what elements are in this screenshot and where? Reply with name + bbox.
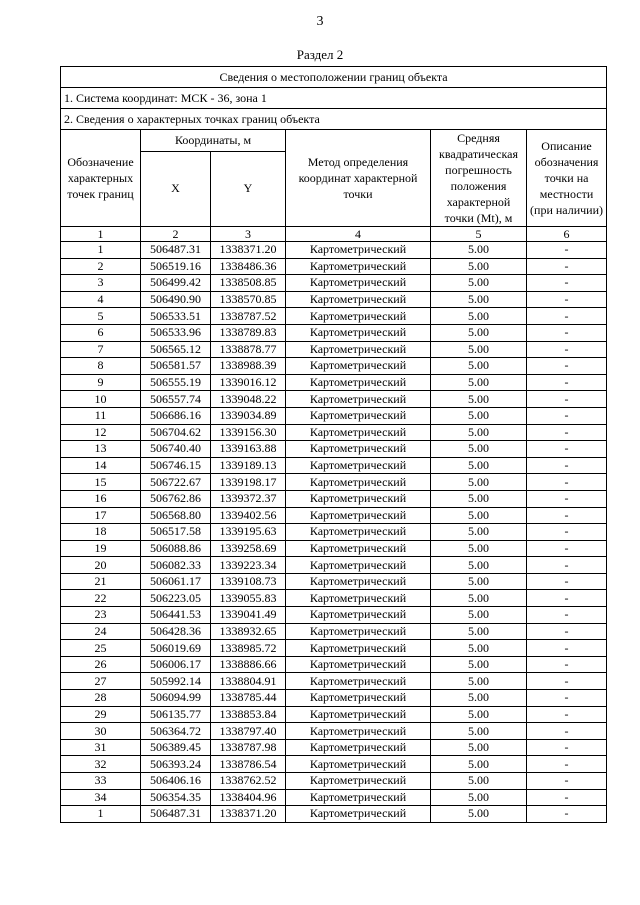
header-method: Метод определения координат характерной точки: [286, 130, 431, 227]
table-row: [61, 291, 607, 308]
description-cell: -: [527, 756, 607, 773]
method-cell: Картометрический: [286, 607, 431, 624]
header-error: Средняя квадратическая погрешность положения характерной точки (Mt), м: [431, 130, 527, 227]
coord-y: 1338785.44: [211, 690, 286, 707]
header-description: Описание обозначения точки на местности (при наличии): [527, 130, 607, 227]
point-number: 11: [61, 407, 141, 424]
header-x: X: [141, 151, 211, 226]
method-cell: Картометрический: [286, 673, 431, 690]
coord-x: 506094.99: [141, 690, 211, 707]
error-cell: 5.00: [431, 573, 527, 590]
error-cell: 5.00: [431, 308, 527, 325]
table-row: [61, 806, 607, 823]
coord-x: 506568.80: [141, 507, 211, 524]
table-row: [61, 374, 607, 391]
method-cell: Картометрический: [286, 291, 431, 308]
error-cell: 5.00: [431, 275, 527, 292]
table-row: [61, 242, 607, 259]
method-cell: Картометрический: [286, 773, 431, 790]
table-row: [61, 407, 607, 424]
error-cell: 5.00: [431, 607, 527, 624]
point-number: 14: [61, 457, 141, 474]
table-row: [61, 607, 607, 624]
point-number: 31: [61, 739, 141, 756]
point-number: 28: [61, 690, 141, 707]
point-number: 23: [61, 607, 141, 624]
coord-x: 506389.45: [141, 739, 211, 756]
description-cell: -: [527, 490, 607, 507]
coord-x: 506704.62: [141, 424, 211, 441]
coord-y: 1339048.22: [211, 391, 286, 408]
coord-y: 1338762.52: [211, 773, 286, 790]
method-cell: Картометрический: [286, 690, 431, 707]
coord-x: 505992.14: [141, 673, 211, 690]
error-cell: 5.00: [431, 540, 527, 557]
coord-x: 506499.42: [141, 275, 211, 292]
method-cell: Картометрический: [286, 407, 431, 424]
description-cell: -: [527, 258, 607, 275]
table-row: [61, 474, 607, 491]
point-number: 25: [61, 640, 141, 657]
method-cell: Картометрический: [286, 457, 431, 474]
description-cell: -: [527, 291, 607, 308]
coord-y: 1338804.91: [211, 673, 286, 690]
description-cell: -: [527, 391, 607, 408]
coord-y: 1338988.39: [211, 358, 286, 375]
error-cell: 5.00: [431, 242, 527, 259]
table-row: [61, 756, 607, 773]
section-title: Раздел 2: [296, 47, 344, 62]
table-row: [61, 341, 607, 358]
method-cell: Картометрический: [286, 441, 431, 458]
description-cell: -: [527, 773, 607, 790]
coord-x: 506088.86: [141, 540, 211, 557]
coord-x: 506519.16: [141, 258, 211, 275]
point-number: 30: [61, 723, 141, 740]
coord-x: 506740.40: [141, 441, 211, 458]
method-cell: Картометрический: [286, 308, 431, 325]
coord-y: 1338570.85: [211, 291, 286, 308]
error-cell: 5.00: [431, 341, 527, 358]
error-cell: 5.00: [431, 391, 527, 408]
point-number: 8: [61, 358, 141, 375]
coord-x: 506581.57: [141, 358, 211, 375]
method-cell: Картометрический: [286, 524, 431, 541]
coord-x: 506393.24: [141, 756, 211, 773]
error-cell: 5.00: [431, 374, 527, 391]
description-cell: -: [527, 557, 607, 574]
column-number: 1: [61, 227, 141, 242]
coord-x: 506354.35: [141, 789, 211, 806]
description-cell: -: [527, 789, 607, 806]
coord-y: 1339189.13: [211, 457, 286, 474]
point-number: 1: [61, 242, 141, 259]
table-row: [61, 590, 607, 607]
description-cell: -: [527, 441, 607, 458]
point-number: 3: [61, 275, 141, 292]
point-number: 2: [61, 258, 141, 275]
description-cell: -: [527, 341, 607, 358]
point-number: 34: [61, 789, 141, 806]
coord-y: 1339055.83: [211, 590, 286, 607]
coord-y: 1339372.37: [211, 490, 286, 507]
error-cell: 5.00: [431, 706, 527, 723]
description-cell: -: [527, 474, 607, 491]
header-y: Y: [211, 151, 286, 226]
error-cell: 5.00: [431, 407, 527, 424]
table-row: [61, 640, 607, 657]
error-cell: 5.00: [431, 773, 527, 790]
coord-x: 506428.36: [141, 623, 211, 640]
error-cell: 5.00: [431, 789, 527, 806]
coord-y: 1338786.54: [211, 756, 286, 773]
coord-x: 506517.58: [141, 524, 211, 541]
description-cell: -: [527, 308, 607, 325]
coord-y: 1339223.34: [211, 557, 286, 574]
coord-x: 506686.16: [141, 407, 211, 424]
coord-x: 506533.51: [141, 308, 211, 325]
coord-x: 506722.67: [141, 474, 211, 491]
column-number: 5: [431, 227, 527, 242]
description-cell: -: [527, 573, 607, 590]
method-cell: Картометрический: [286, 507, 431, 524]
point-number: 18: [61, 524, 141, 541]
coord-x: 506487.31: [141, 242, 211, 259]
error-cell: 5.00: [431, 756, 527, 773]
description-cell: -: [527, 656, 607, 673]
table-row: [61, 573, 607, 590]
coord-y: 1338787.52: [211, 308, 286, 325]
coord-x: 506746.15: [141, 457, 211, 474]
method-cell: Картометрический: [286, 656, 431, 673]
table-row: [61, 424, 607, 441]
method-cell: Картометрический: [286, 490, 431, 507]
table-row: [61, 358, 607, 375]
column-number: 3: [211, 227, 286, 242]
method-cell: Картометрический: [286, 706, 431, 723]
coord-y: 1338371.20: [211, 806, 286, 823]
point-number: 19: [61, 540, 141, 557]
error-cell: 5.00: [431, 490, 527, 507]
coord-x: 506019.69: [141, 640, 211, 657]
method-cell: Картометрический: [286, 275, 431, 292]
boundary-points-table: [60, 66, 607, 823]
coord-x: 506223.05: [141, 590, 211, 607]
description-cell: -: [527, 806, 607, 823]
header-coordinates: Координаты, м: [141, 130, 286, 152]
coord-x: 506533.96: [141, 324, 211, 341]
description-cell: -: [527, 723, 607, 740]
error-cell: 5.00: [431, 291, 527, 308]
point-number: 33: [61, 773, 141, 790]
point-number: 13: [61, 441, 141, 458]
coord-y: 1339108.73: [211, 573, 286, 590]
method-cell: Картометрический: [286, 424, 431, 441]
point-number: 6: [61, 324, 141, 341]
error-cell: 5.00: [431, 656, 527, 673]
description-cell: -: [527, 374, 607, 391]
description-cell: -: [527, 424, 607, 441]
points-heading: 2. Сведения о характерных точках границ объекта: [61, 109, 607, 130]
method-cell: Картометрический: [286, 324, 431, 341]
point-number: 4: [61, 291, 141, 308]
coord-x: 506135.77: [141, 706, 211, 723]
coord-y: 1338853.84: [211, 706, 286, 723]
coord-x: 506490.90: [141, 291, 211, 308]
coord-x: 506082.33: [141, 557, 211, 574]
coord-y: 1339034.89: [211, 407, 286, 424]
table-row: [61, 557, 607, 574]
point-number: 9: [61, 374, 141, 391]
coord-x: 506006.17: [141, 656, 211, 673]
method-cell: Картометрический: [286, 723, 431, 740]
table-row: [61, 673, 607, 690]
method-cell: Картометрический: [286, 739, 431, 756]
method-cell: Картометрический: [286, 756, 431, 773]
point-number: 1: [61, 806, 141, 823]
method-cell: Картометрический: [286, 573, 431, 590]
table-row: [61, 739, 607, 756]
description-cell: -: [527, 739, 607, 756]
coord-x: 506364.72: [141, 723, 211, 740]
table-row: [61, 623, 607, 640]
table-row: [61, 524, 607, 541]
coord-y: 1338932.65: [211, 623, 286, 640]
point-number: 20: [61, 557, 141, 574]
method-cell: Картометрический: [286, 258, 431, 275]
description-cell: -: [527, 690, 607, 707]
description-cell: -: [527, 524, 607, 541]
coord-x: 506441.53: [141, 607, 211, 624]
table-title: Сведения о местоположении границ объекта: [61, 67, 607, 88]
coord-y: 1339156.30: [211, 424, 286, 441]
table-body: [61, 67, 607, 823]
error-cell: 5.00: [431, 358, 527, 375]
method-cell: Картометрический: [286, 374, 431, 391]
method-cell: Картометрический: [286, 806, 431, 823]
description-cell: -: [527, 640, 607, 657]
coord-x: 506487.31: [141, 806, 211, 823]
coord-y: 1338985.72: [211, 640, 286, 657]
point-number: 12: [61, 424, 141, 441]
point-number: 32: [61, 756, 141, 773]
description-cell: -: [527, 607, 607, 624]
error-cell: 5.00: [431, 557, 527, 574]
coord-x: 506406.16: [141, 773, 211, 790]
error-cell: 5.00: [431, 258, 527, 275]
coord-x: 506061.17: [141, 573, 211, 590]
error-cell: 5.00: [431, 424, 527, 441]
error-cell: 5.00: [431, 623, 527, 640]
coord-x: 506555.19: [141, 374, 211, 391]
method-cell: Картометрический: [286, 391, 431, 408]
coord-y: 1338886.66: [211, 656, 286, 673]
coord-y: 1338486.36: [211, 258, 286, 275]
coord-y: 1338878.77: [211, 341, 286, 358]
coord-y: 1339195.63: [211, 524, 286, 541]
point-number: 26: [61, 656, 141, 673]
point-number: 10: [61, 391, 141, 408]
point-number: 5: [61, 308, 141, 325]
description-cell: -: [527, 324, 607, 341]
error-cell: 5.00: [431, 739, 527, 756]
error-cell: 5.00: [431, 441, 527, 458]
coord-y: 1338787.98: [211, 739, 286, 756]
table-row: [61, 706, 607, 723]
point-number: 21: [61, 573, 141, 590]
coord-system: 1. Система координат: МСК - 36, зона 1: [61, 88, 607, 109]
error-cell: 5.00: [431, 324, 527, 341]
table-row: [61, 258, 607, 275]
coord-y: 1338789.83: [211, 324, 286, 341]
table-row: [61, 540, 607, 557]
table-row: [61, 490, 607, 507]
point-number: 24: [61, 623, 141, 640]
table-row: [61, 308, 607, 325]
error-cell: 5.00: [431, 690, 527, 707]
error-cell: 5.00: [431, 673, 527, 690]
column-number: 4: [286, 227, 431, 242]
coord-y: 1338404.96: [211, 789, 286, 806]
column-number: 6: [527, 227, 607, 242]
table-row: [61, 773, 607, 790]
method-cell: Картометрический: [286, 789, 431, 806]
coord-y: 1339041.49: [211, 607, 286, 624]
point-number: 27: [61, 673, 141, 690]
method-cell: Картометрический: [286, 242, 431, 259]
point-number: 17: [61, 507, 141, 524]
description-cell: -: [527, 407, 607, 424]
page-number: 3: [316, 14, 324, 29]
error-cell: 5.00: [431, 640, 527, 657]
error-cell: 5.00: [431, 806, 527, 823]
coord-x: 506565.12: [141, 341, 211, 358]
error-cell: 5.00: [431, 524, 527, 541]
error-cell: 5.00: [431, 723, 527, 740]
coord-y: 1339198.17: [211, 474, 286, 491]
column-number: 2: [141, 227, 211, 242]
header-designation: Обозначение характерных точек границ: [61, 130, 141, 227]
table-row: [61, 723, 607, 740]
point-number: 22: [61, 590, 141, 607]
coord-y: 1338508.85: [211, 275, 286, 292]
table-row: [61, 789, 607, 806]
coord-y: 1339258.69: [211, 540, 286, 557]
description-cell: -: [527, 275, 607, 292]
coord-y: 1338371.20: [211, 242, 286, 259]
error-cell: 5.00: [431, 474, 527, 491]
error-cell: 5.00: [431, 507, 527, 524]
coord-y: 1338797.40: [211, 723, 286, 740]
method-cell: Картометрический: [286, 557, 431, 574]
description-cell: -: [527, 590, 607, 607]
description-cell: -: [527, 706, 607, 723]
table-row: [61, 507, 607, 524]
description-cell: -: [527, 673, 607, 690]
table-row: [61, 275, 607, 292]
method-cell: Картометрический: [286, 623, 431, 640]
coord-y: 1339163.88: [211, 441, 286, 458]
coord-x: 506557.74: [141, 391, 211, 408]
point-number: 15: [61, 474, 141, 491]
method-cell: Картометрический: [286, 341, 431, 358]
coord-y: 1339402.56: [211, 507, 286, 524]
coord-x: 506762.86: [141, 490, 211, 507]
point-number: 16: [61, 490, 141, 507]
table-row: [61, 441, 607, 458]
method-cell: Картометрический: [286, 474, 431, 491]
table-row: [61, 324, 607, 341]
description-cell: -: [527, 623, 607, 640]
point-number: 29: [61, 706, 141, 723]
method-cell: Картометрический: [286, 540, 431, 557]
coord-y: 1339016.12: [211, 374, 286, 391]
method-cell: Картометрический: [286, 590, 431, 607]
description-cell: -: [527, 457, 607, 474]
description-cell: -: [527, 242, 607, 259]
table-row: [61, 690, 607, 707]
error-cell: 5.00: [431, 457, 527, 474]
error-cell: 5.00: [431, 590, 527, 607]
description-cell: -: [527, 507, 607, 524]
description-cell: -: [527, 358, 607, 375]
method-cell: Картометрический: [286, 358, 431, 375]
table-row: [61, 457, 607, 474]
description-cell: -: [527, 540, 607, 557]
method-cell: Картометрический: [286, 640, 431, 657]
table-row: [61, 656, 607, 673]
table-row: [61, 391, 607, 408]
point-number: 7: [61, 341, 141, 358]
